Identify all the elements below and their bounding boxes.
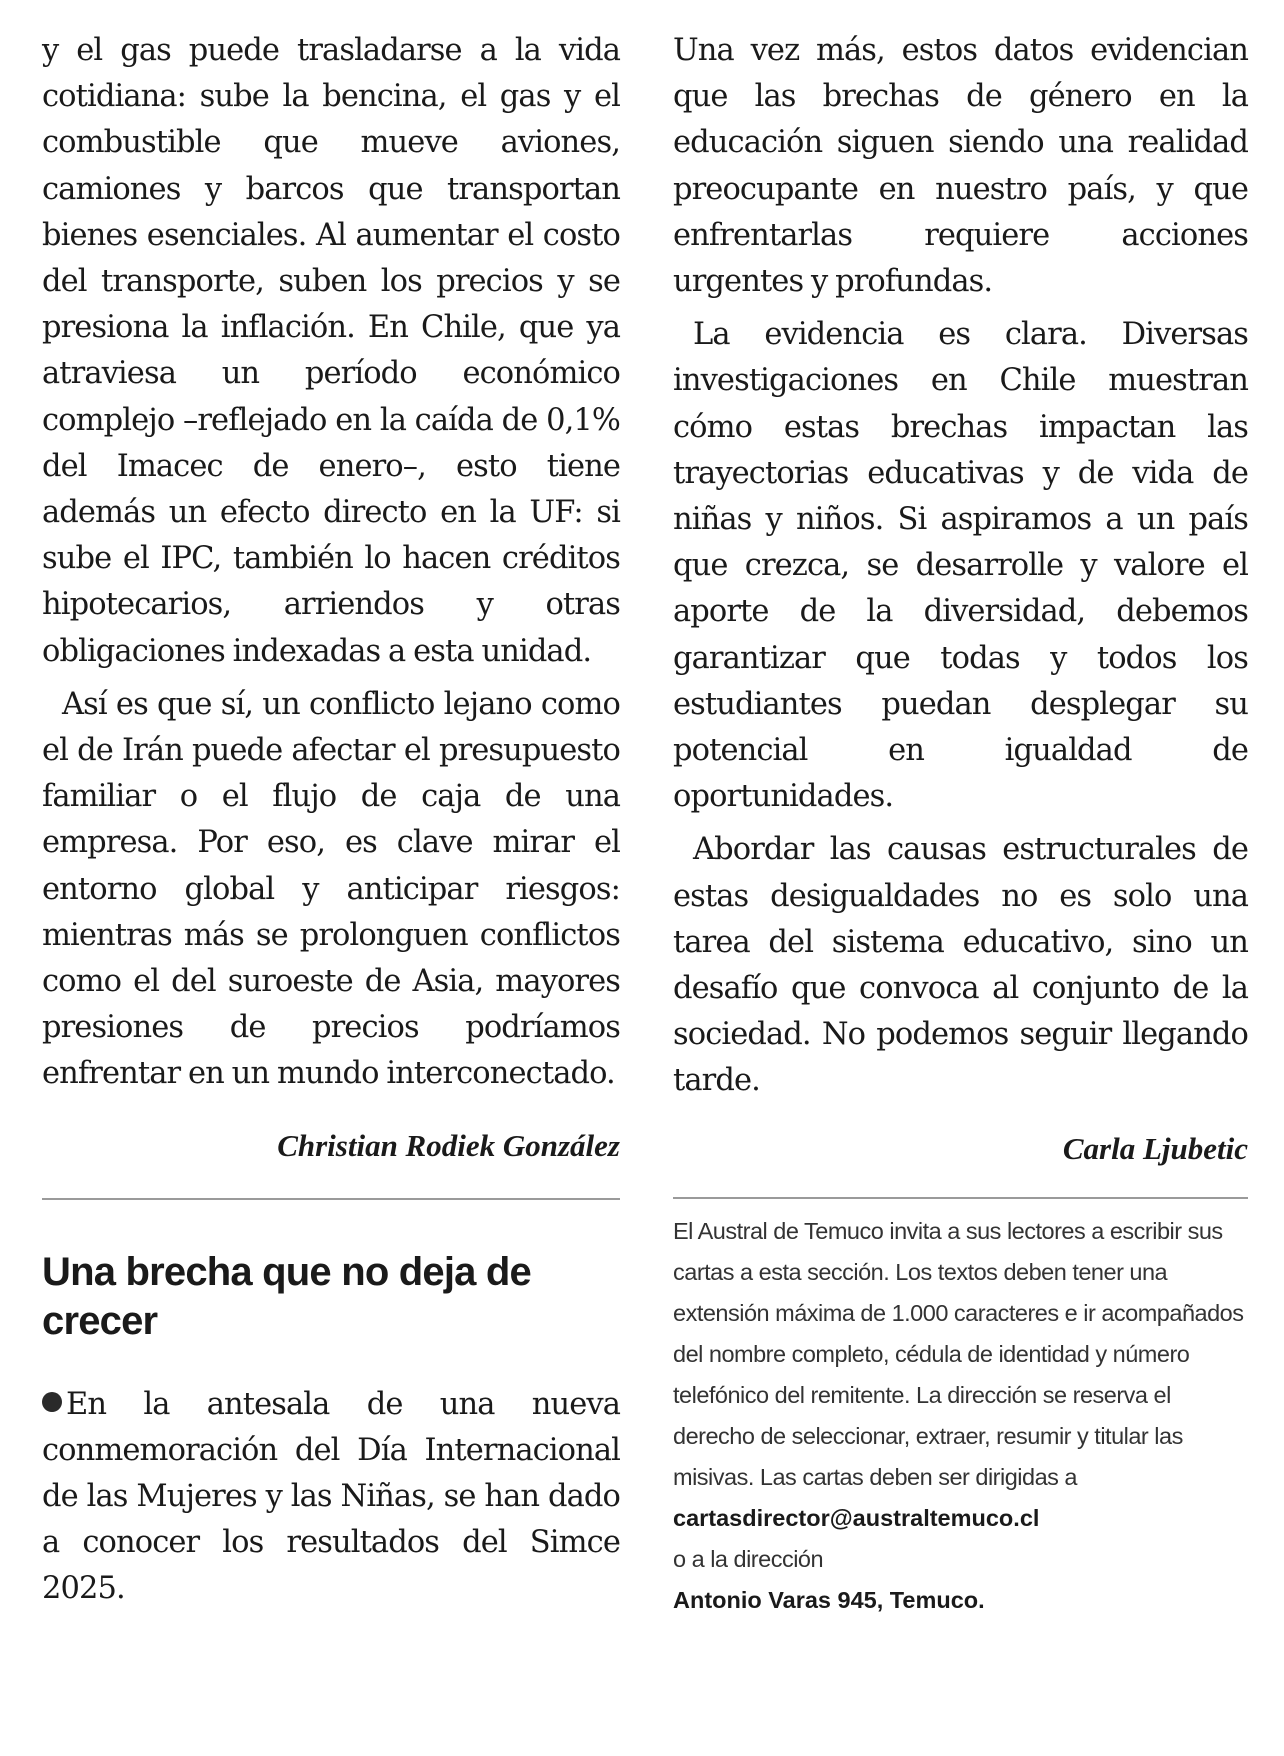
left-paragraph-1: y el gas puede trasladarse a la vida cotidiana: sube la bencina, el gas y el combustible que mueve aviones, camiones y barcos que transportan bienes esenciales. Al aumentar el costo del transporte, suben los precios y se presiona la inflación. En Chile, que ya atraviesa un período económico complejo –reflejado en la caída de 0,1% del Imacec de enero–, esto tiene además un efecto directo en la UF: si sube el IPC, también lo hacen créditos hipotecarios, arriendos y otras obligaciones indexadas a esta unidad. (42, 33, 620, 669)
signature-christian-rodiek: Christian Rodiek González (277, 1127, 620, 1163)
lead-paragraph (42, 1382, 620, 1613)
contact-email: cartasdirector@australtemuco.cl (673, 1504, 1040, 1531)
right-column (673, 28, 1248, 1621)
info-text: El Austral de Temuco invita a sus lectores a escribir sus cartas a esta sección. Los textos deben tener una extensión máxima de 1.000 caracteres e ir acompañados del nombre completo, cédula de identidad y número telefónico del remitente. La dirección se reserva el derecho de seleccionar, extraer, resumir y titular las misivas. Las cartas deben ser dirigidas a (673, 1217, 1244, 1490)
postal-address: Antonio Varas 945, Temuco. (673, 1586, 985, 1613)
lead-text: En la antesala de una nueva conmemoración del Día Internacional de las Mujeres y las Niñas, se han dado a conocer los resultados del Simce 2025. (42, 1386, 620, 1607)
right-paragraph-1: Una vez más, estos datos evidencian que las brechas de género en la educación siguen siendo una realidad preocupante en nuestro país, y que enfrentarlas requiere acciones urgentes y profundas. (673, 33, 1248, 300)
signature-carla-ljubetic: Carla Ljubetic (1062, 1130, 1248, 1166)
bullet-icon (42, 1392, 62, 1412)
address-connector: o a la dirección (673, 1545, 824, 1572)
left-column (42, 28, 620, 1613)
info-divider (673, 1197, 1248, 1199)
left-paragraph-2: Así es que sí, un conflicto lejano como el de Irán puede afectar el presupuesto familiar o el flujo de caja de una empresa. Por eso, es clave mirar el entorno global y anticipar riesgos: mientras más se prolonguen conflictos como el del suroeste de Asia, mayores presiones de precios podríamos enfrentar en un mundo interconectado. (42, 686, 620, 1092)
right-paragraph-3: Abordar las causas estructurales de estas desigualdades no es solo una tarea del sistema educativo, sino un desafío que convoca al conjunto de la sociedad. No podemos seguir llegando tarde. (673, 832, 1248, 1099)
right-paragraph-2: La evidencia es clara. Diversas investigaciones en Chile muestran cómo estas brechas impactan las trayectorias educativas y de vida de niñas y niños. Si aspiramos a un país que crezca, se desarrolle y valore el aporte de la diversidad, debemos garantizar que todas y todos los estudiantes puedan desplegar su potencial en igualdad de oportunidades. (673, 317, 1248, 815)
section-divider (42, 1198, 620, 1200)
article-headline: Una brecha que no deja de crecer (42, 1249, 532, 1343)
info-box (673, 1211, 1248, 1621)
